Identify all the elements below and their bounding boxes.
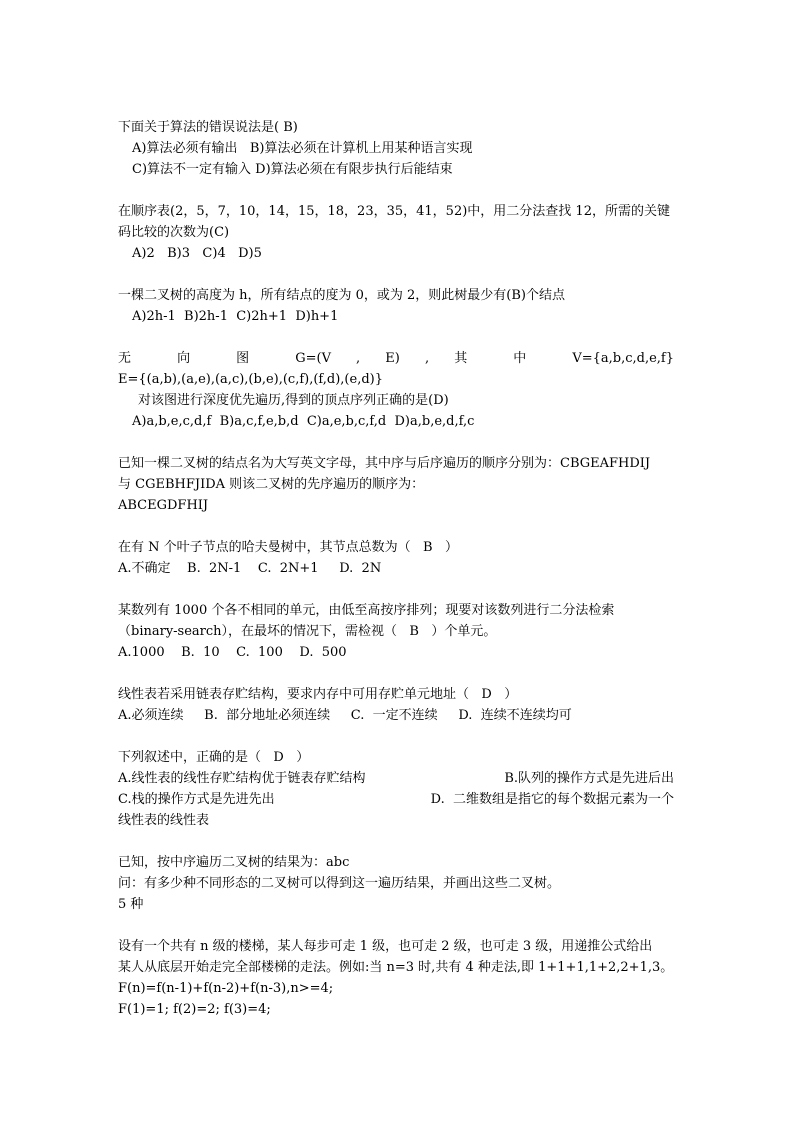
question-stem-continued: E={(a,b),(a,e),(a,c),(b,e),(c,f),(f,d),(e,d)} (118, 372, 383, 387)
answer-option-c: C.栈的操作方式是先进先出 (118, 792, 275, 807)
question-stem: 下面关于算法的错误说法是( B) (118, 120, 298, 135)
question-3 (118, 285, 674, 327)
question-stem: 在顺序表(2，5，7，10，14，15，18，23，35，41，52)中，用二分法查找 12，所需的关键 (118, 204, 670, 219)
answer-options: A)2h-1 B)2h-1 C)2h+1 D)h+1 (132, 309, 339, 324)
question-1 (118, 117, 674, 180)
question-stem-continued: 对该图进行深度优先遍历,得到的顶点序列正确的是(D) (138, 393, 449, 408)
question-stem: 下列叙述中，正确的是（ D ） (118, 750, 310, 765)
question-stem: 已知，按中序遍历二叉树的结果为：abc (118, 855, 350, 870)
answer-options-row (118, 768, 674, 789)
formula-line: F(1)=1; f(2)=2; f(3)=4; (118, 1002, 271, 1017)
question-6 (118, 537, 674, 579)
question-2 (118, 201, 674, 264)
answer-options-row (118, 789, 674, 810)
formula-line: F(n)=f(n-1)+f(n-2)+f(n-3),n>=4; (118, 981, 334, 996)
answer-options: A)算法必须有输出 B)算法必须在计算机上用某种语言实现 (132, 141, 473, 156)
question-stem: 某数列有 1000 个各不相同的单元，由低至高按序排列；现要对该数列进行二分法检索 (118, 603, 615, 618)
answer-option-a: A.线性表的线性存贮结构优于链表存贮结构 (118, 771, 366, 786)
answer-option-d-continued: 线性表的线性表 (118, 813, 210, 828)
question-stem-continued: 问：有多少种不同形态的二叉树可以得到这一遍历结果，并画出这些二叉树。 (118, 876, 561, 891)
question-5 (118, 453, 674, 516)
question-stem: 无 向 图 G=(V , E) , 其 中 V={a,b,c,d,e,f} (118, 351, 674, 366)
question-stem: 线性表若采用链表存贮结构，要求内存中可用存贮单元地址（ D ） (118, 687, 518, 702)
answer-text: ABCEGDFHIJ (118, 498, 209, 513)
answer-options: A.不确定 B. 2N-1 C. 2N+1 D. 2N (118, 561, 382, 576)
answer-option-d: D. 二维数组是指它的每个数据元素为一个 (430, 792, 674, 807)
question-11 (118, 936, 674, 1020)
document-content (118, 117, 674, 1041)
question-stem-continued: 码比较的次数为(C) (118, 225, 230, 240)
question-8 (118, 684, 674, 726)
question-10 (118, 852, 674, 915)
question-4 (118, 348, 674, 432)
question-stem-continued: （binary-search），在最坏的情况下，需检视（ B ）个单元。 (118, 624, 497, 639)
question-stem: 设有一个共有 n 级的楼梯，某人每步可走 1 级，也可走 2 级，也可走 3 级，用递推公式给出 (118, 939, 653, 954)
question-7 (118, 600, 674, 663)
answer-options: A.必须连续 B. 部分地址必须连续 C. 一定不连续 D. 连续不连续均可 (118, 708, 572, 723)
question-9 (118, 747, 674, 831)
question-stem: 已知一棵二叉树的结点名为大写英文字母，其中序与后序遍历的顺序分别为：CBGEAFHDIJ (118, 456, 651, 471)
answer-option-b: B.队列的操作方式是先进后出 (504, 771, 674, 786)
answer-options: A)2 B)3 C)4 D)5 (132, 246, 262, 261)
question-stem-continued: 与 CGEBHFJIDA 则该二叉树的先序遍历的顺序为： (118, 477, 425, 492)
answer-options: C)算法不一定有输入 D)算法必须在有限步执行后能结束 (132, 162, 453, 177)
question-stem: 一棵二叉树的高度为 h，所有结点的度为 0，或为 2，则此树最少有(B)个结点 (118, 288, 566, 303)
answer-text: 5 种 (118, 897, 144, 912)
answer-options: A.1000 B. 10 C. 100 D. 500 (118, 645, 347, 660)
question-stem-continued: 某人从底层开始走完全部楼梯的走法。例如:当 n=3 时,共有 4 种走法,即 1+1+1,1+2,2+1,3。 (118, 960, 674, 975)
answer-options: A)a,b,e,c,d,f B)a,c,f,e,b,d C)a,e,b,c,f,d D)a,b,e,d,f,c (132, 414, 475, 429)
question-stem: 在有 N 个叶子节点的哈夫曼树中，其节点总数为（ B ） (118, 540, 458, 555)
